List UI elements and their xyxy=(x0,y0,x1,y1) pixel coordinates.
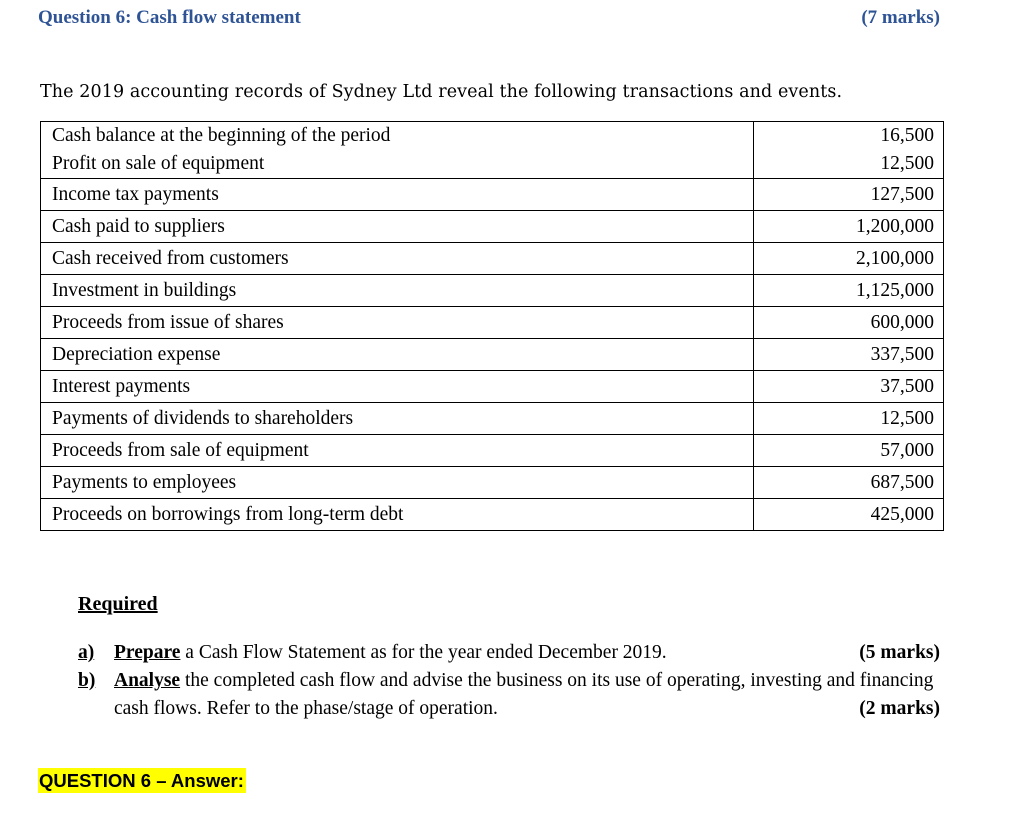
transaction-label: Proceeds from issue of shares xyxy=(41,307,754,339)
item-marks: (5 marks) xyxy=(859,642,940,663)
transaction-amount: 37,500 xyxy=(754,371,944,403)
item-verb: Prepare xyxy=(114,642,181,663)
required-item-a xyxy=(78,639,940,667)
transaction-amount: 2,100,000 xyxy=(754,243,944,275)
transaction-label: Income tax payments xyxy=(41,179,754,211)
transaction-amount: 1,125,000 xyxy=(754,275,944,307)
transaction-label: Proceeds from sale of equipment xyxy=(41,435,754,467)
table-row xyxy=(41,435,944,467)
transaction-label: Cash received from customers xyxy=(41,243,754,275)
transaction-label: Investment in buildings xyxy=(41,275,754,307)
table-row xyxy=(41,499,944,531)
required-item-b xyxy=(78,667,940,723)
transaction-label: Interest payments xyxy=(41,371,754,403)
transaction-amount: 337,500 xyxy=(754,339,944,371)
transaction-amount: 16,500 xyxy=(754,122,944,151)
transaction-amount: 425,000 xyxy=(754,499,944,531)
transaction-amount: 687,500 xyxy=(754,467,944,499)
table-row xyxy=(41,371,944,403)
transaction-amount: 127,500 xyxy=(754,179,944,211)
table-row xyxy=(41,339,944,371)
transaction-label: Payments to employees xyxy=(41,467,754,499)
transaction-label: Payments of dividends to shareholders xyxy=(41,403,754,435)
item-marks: (2 marks) xyxy=(859,698,940,719)
item-text: a Cash Flow Statement as for the year ended December 2019. xyxy=(180,642,667,663)
transaction-amount: 1,200,000 xyxy=(754,211,944,243)
table-row xyxy=(41,211,944,243)
item-verb: Analyse xyxy=(114,670,181,691)
transaction-label: Cash paid to suppliers xyxy=(41,211,754,243)
transaction-label: Depreciation expense xyxy=(41,339,754,371)
table-row xyxy=(41,467,944,499)
table-row xyxy=(41,243,944,275)
item-letter: a) xyxy=(78,642,95,663)
transaction-label: Profit on sale of equipment xyxy=(41,150,754,179)
item-text: the completed cash flow and advise the business on its use of operating, investing and financing cash flows. Refer to the phase/stage of operation. xyxy=(114,670,934,719)
required-list xyxy=(78,639,940,723)
table-row xyxy=(41,122,944,151)
question-intro: The 2019 accounting records of Sydney Ltd reveal the following transactions and events. xyxy=(40,82,843,102)
transaction-label: Cash balance at the beginning of the period xyxy=(41,122,754,151)
transaction-amount: 600,000 xyxy=(754,307,944,339)
transaction-amount: 12,500 xyxy=(754,150,944,179)
table-row xyxy=(41,150,944,179)
transaction-amount: 12,500 xyxy=(754,403,944,435)
table-row xyxy=(41,403,944,435)
transaction-label: Proceeds on borrowings from long-term debt xyxy=(41,499,754,531)
answer-label: QUESTION 6 – Answer: xyxy=(39,770,244,791)
question-marks: (7 marks) xyxy=(861,7,940,28)
transaction-amount: 57,000 xyxy=(754,435,944,467)
table-row xyxy=(41,275,944,307)
table-row xyxy=(41,179,944,211)
transactions-table xyxy=(40,121,944,531)
item-letter: b) xyxy=(78,670,96,691)
required-heading: Required xyxy=(78,593,158,615)
table-row xyxy=(41,307,944,339)
question-title: Question 6: Cash flow statement xyxy=(38,7,301,28)
